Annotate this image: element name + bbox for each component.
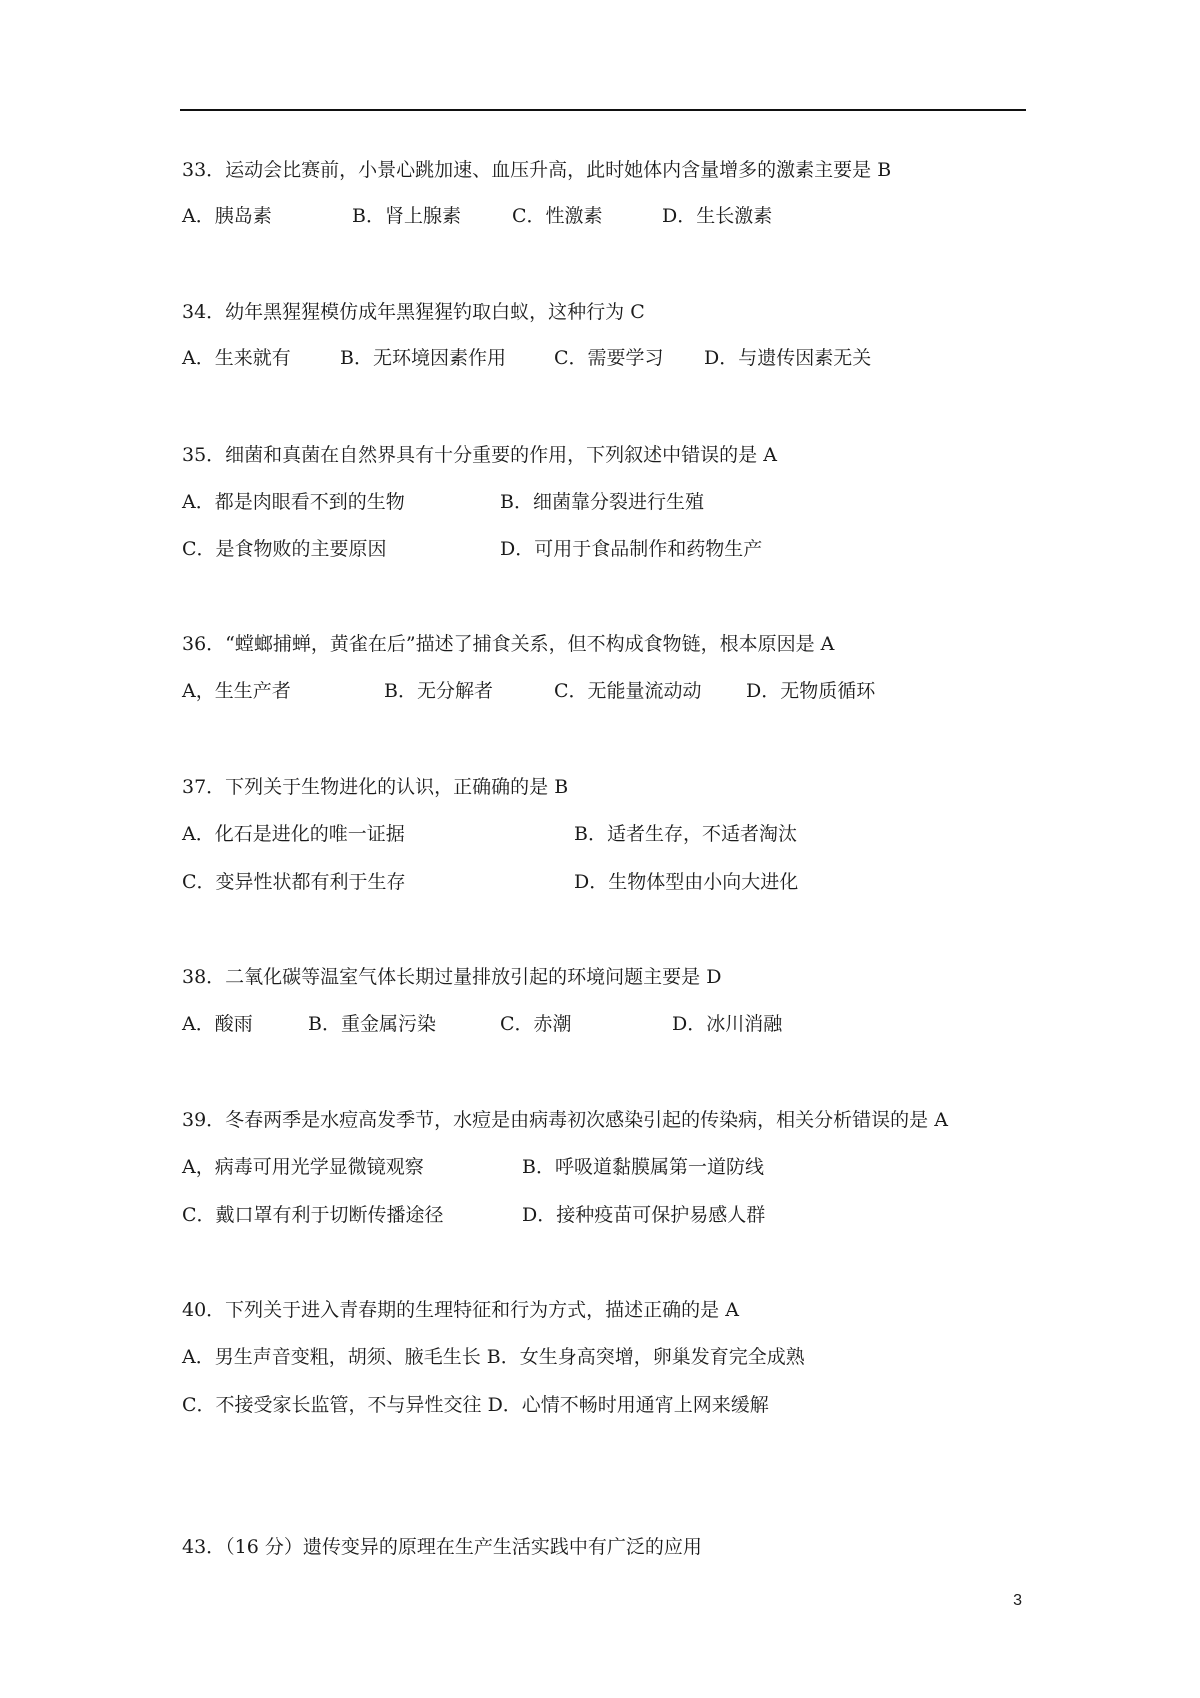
- question-38-stem: 38．二氧化碳等温室气体长期过量排放引起的环境问题主要是 D: [182, 966, 722, 988]
- question-36-option-a: A，生生产者: [182, 680, 291, 702]
- question-34-option-c: C．需要学习: [554, 347, 664, 369]
- question-34-stem: 34．幼年黑猩猩模仿成年黑猩猩钓取白蚁，这种行为 C: [182, 301, 645, 323]
- question-35-option-c: C．是食物败的主要原因: [182, 538, 387, 560]
- question-37-option-d: D．生物体型由小向大进化: [574, 871, 799, 893]
- question-34-option-d: D．与遗传因素无关: [704, 347, 872, 369]
- question-38-option-c: C．赤潮: [500, 1013, 572, 1035]
- question-37-option-a: A．化石是进化的唯一证据: [182, 823, 405, 845]
- question-39-option-b: B．呼吸道黏膜属第一道防线: [522, 1156, 764, 1178]
- question-43-stem: 43．（16 分）遗传变异的原理在生产生活实践中有广泛的应用: [182, 1536, 702, 1558]
- question-36-option-b: B．无分解者: [384, 680, 493, 702]
- header-rule: [180, 109, 1026, 111]
- question-37-stem: 37．下列关于生物进化的认识，正确确的是 B: [182, 776, 569, 798]
- question-40-stem: 40．下列关于进入青春期的生理特征和行为方式，描述正确的是 A: [182, 1299, 739, 1321]
- question-38-option-d: D．冰川消融: [672, 1013, 783, 1035]
- question-35-option-d: D．可用于食品制作和药物生产: [500, 538, 763, 560]
- question-36-option-d: D．无物质循环: [746, 680, 876, 702]
- question-35-stem: 35．细菌和真菌在自然界具有十分重要的作用，下列叙述中错误的是 A: [182, 444, 777, 466]
- question-34-option-b: B．无环境因素作用: [340, 347, 506, 369]
- question-39-stem: 39．冬春两季是水痘高发季节，水痘是由病毒初次感染引起的传染病，相关分析错误的是 A: [182, 1109, 948, 1131]
- question-33-option-a: A．胰岛素: [182, 205, 272, 227]
- question-35-option-b: B．细菌靠分裂进行生殖: [500, 491, 704, 513]
- question-34-option-a: A．生来就有: [182, 347, 291, 369]
- question-36-stem: 36．“螳螂捕蝉，黄雀在后”描述了捕食关系，但不构成食物链，根本原因是 A: [182, 633, 835, 655]
- question-35-option-a: A．都是肉眼看不到的生物: [182, 491, 405, 513]
- question-40-options-line-1: A．男生声音变粗，胡须、腋毛生长 B．女生身高突增，卵巢发育完全成熟: [182, 1346, 805, 1368]
- question-37-option-c: C．变异性状都有利于生存: [182, 871, 406, 893]
- question-39-option-a: A，病毒可用光学显微镜观察: [182, 1156, 424, 1178]
- question-33-stem: 33．运动会比赛前，小景心跳加速、血压升高，此时她体内含量增多的激素主要是 B: [182, 159, 892, 181]
- question-37-option-b: B．适者生存，不适者淘汰: [574, 823, 797, 845]
- question-39-option-d: D．接种疫苗可保护易感人群: [522, 1204, 766, 1226]
- question-33-option-b: B．肾上腺素: [352, 205, 461, 227]
- page-number: 3: [1013, 1592, 1022, 1609]
- question-38-option-b: B．重金属污染: [308, 1013, 436, 1035]
- question-36-option-c: C．无能量流动动: [554, 680, 702, 702]
- question-33-option-d: D．生长激素: [662, 205, 773, 227]
- question-33-option-c: C．性激素: [512, 205, 603, 227]
- question-40-options-line-2: C．不接受家长监管，不与异性交往 D．心情不畅时用通宵上网来缓解: [182, 1394, 769, 1416]
- question-39-option-c: C．戴口罩有利于切断传播途径: [182, 1204, 444, 1226]
- question-38-option-a: A．酸雨: [182, 1013, 253, 1035]
